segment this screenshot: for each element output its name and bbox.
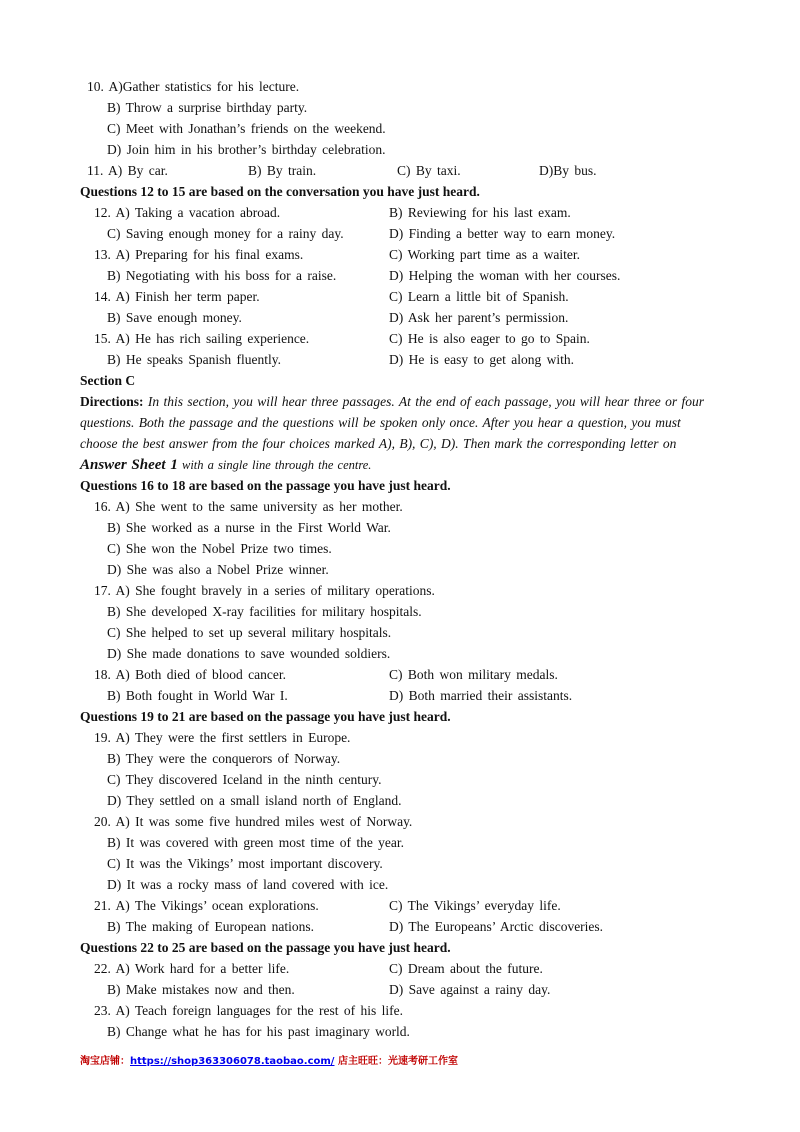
q12-option-c: C) Saving enough money for a rainy day. — [107, 226, 344, 241]
q10-option-c: C) Meet with Jonathan’s friends on the weekend. — [107, 121, 386, 136]
q18-option-d: D) Both married their assistants. — [389, 688, 573, 703]
q14-option-b: B) Save enough money. — [107, 310, 242, 325]
shop-link[interactable]: https://shop363306078.taobao.com/ — [130, 1056, 335, 1067]
q19-option-b: B) They were the conquerors of Norway. — [107, 751, 341, 766]
directions-line-3: choose the best answer from the four choices marked A), B), C), D). Then mark the corresponding letter on — [80, 436, 677, 451]
directions-line-2: questions. Both the passage and the questions will be spoken only once. After you hear a question, you must — [80, 415, 681, 430]
q17-option-c: C) She helped to set up several military hospitals. — [107, 625, 392, 640]
q16-option-c: C) She won the Nobel Prize two times. — [107, 541, 332, 556]
q13-option-c: C) Working part time as a waiter. — [389, 247, 580, 262]
q16-option-b: B) She worked as a nurse in the First World War. — [107, 520, 391, 535]
footer-suffix: 店主旺旺：光速考研工作室 — [334, 1056, 458, 1067]
q17-option-b: B) She developed X-ray facilities for military hospitals. — [107, 604, 422, 619]
q14-option-d: D) Ask her parent’s permission. — [389, 310, 569, 325]
q22-option-b: B) Make mistakes now and then. — [107, 982, 295, 997]
q23-option-a: 23. A) Teach foreign languages for the rest of his life. — [94, 1003, 403, 1018]
q10-option-b: B) Throw a surprise birthday party. — [107, 100, 308, 115]
directions-line-1 — [80, 393, 704, 411]
q23-option-b: B) Change what he has for his past imaginary world. — [107, 1024, 410, 1039]
section-heading-q16-18: Questions 16 to 18 are based on the passage you have just heard. — [80, 478, 451, 493]
q15-option-c: C) He is also eager to go to Spain. — [389, 331, 590, 346]
q21-option-d: D) The Europeans’ Arctic discoveries. — [389, 919, 604, 934]
q19-option-d: D) They settled on a small island north of England. — [107, 793, 402, 808]
q18-option-c: C) Both won military medals. — [389, 667, 558, 682]
q19-option-a: 19. A) They were the first settlers in Europe. — [94, 730, 351, 745]
q20-option-d: D) It was a rocky mass of land covered with ice. — [107, 877, 389, 892]
q15-option-b: B) He speaks Spanish fluently. — [107, 352, 281, 367]
q10-option-d: D) Join him in his brother’s birthday celebration. — [107, 142, 386, 157]
q16-option-d: D) She was also a Nobel Prize winner. — [107, 562, 329, 577]
q17-option-d: D) She made donations to save wounded soldiers. — [107, 646, 391, 661]
directions-text-4: with a single line through the centre. — [177, 458, 372, 472]
q18-option-a: 18. A) Both died of blood cancer. — [94, 667, 286, 682]
answer-sheet-label: Answer Sheet 1 — [80, 457, 178, 473]
directions-text-1: In this section, you will hear three passages. At the end of each passage, you will hear three or four — [143, 394, 705, 409]
q13-option-b: B) Negotiating with his boss for a raise. — [107, 268, 337, 283]
q19-option-c: C) They discovered Iceland in the ninth century. — [107, 772, 382, 787]
q11-option-b: B) By train. — [248, 163, 317, 178]
q21-option-b: B) The making of European nations. — [107, 919, 314, 934]
q11-option-c: C) By taxi. — [397, 163, 461, 178]
q20-option-a: 20. A) It was some five hundred miles west of Norway. — [94, 814, 413, 829]
q22-option-c: C) Dream about the future. — [389, 961, 543, 976]
q22-option-a: 22. A) Work hard for a better life. — [94, 961, 290, 976]
q20-option-b: B) It was covered with green most time of the year. — [107, 835, 405, 850]
q11-option-a: 11. A) By car. — [87, 163, 168, 178]
q14-option-c: C) Learn a little bit of Spanish. — [389, 289, 569, 304]
q18-option-b: B) Both fought in World War I. — [107, 688, 288, 703]
q15-option-d: D) He is easy to get along with. — [389, 352, 574, 367]
q10-option-a: 10. A)Gather statistics for his lecture. — [87, 79, 300, 94]
q21-option-a: 21. A) The Vikings’ ocean explorations. — [94, 898, 319, 913]
q22-option-d: D) Save against a rainy day. — [389, 982, 551, 997]
q21-option-c: C) The Vikings’ everyday life. — [389, 898, 561, 913]
footer-prefix: 淘宝店铺： — [80, 1056, 130, 1067]
directions-line-4 — [80, 456, 371, 474]
section-heading-q19-21: Questions 19 to 21 are based on the passage you have just heard. — [80, 709, 451, 724]
q12-option-d: D) Finding a better way to earn money. — [389, 226, 616, 241]
section-heading-q12-15: Questions 12 to 15 are based on the conversation you have just heard. — [80, 184, 480, 199]
q13-option-d: D) Helping the woman with her courses. — [389, 268, 621, 283]
footer-shop-info — [80, 1052, 458, 1067]
q20-option-c: C) It was the Vikings’ most important discovery. — [107, 856, 383, 871]
directions-label: Directions: — [80, 394, 144, 409]
q12-option-a: 12. A) Taking a vacation abroad. — [94, 205, 281, 220]
q15-option-a: 15. A) He has rich sailing experience. — [94, 331, 310, 346]
q16-option-a: 16. A) She went to the same university as her mother. — [94, 499, 403, 514]
q13-option-a: 13. A) Preparing for his final exams. — [94, 247, 304, 262]
q14-option-a: 14. A) Finish her term paper. — [94, 289, 260, 304]
q12-option-b: B) Reviewing for his last exam. — [389, 205, 571, 220]
section-heading-q22-25: Questions 22 to 25 are based on the passage you have just heard. — [80, 940, 451, 955]
section-c-title: Section C — [80, 373, 136, 388]
q11-option-d: D)By bus. — [539, 163, 597, 178]
q17-option-a: 17. A) She fought bravely in a series of military operations. — [94, 583, 435, 598]
